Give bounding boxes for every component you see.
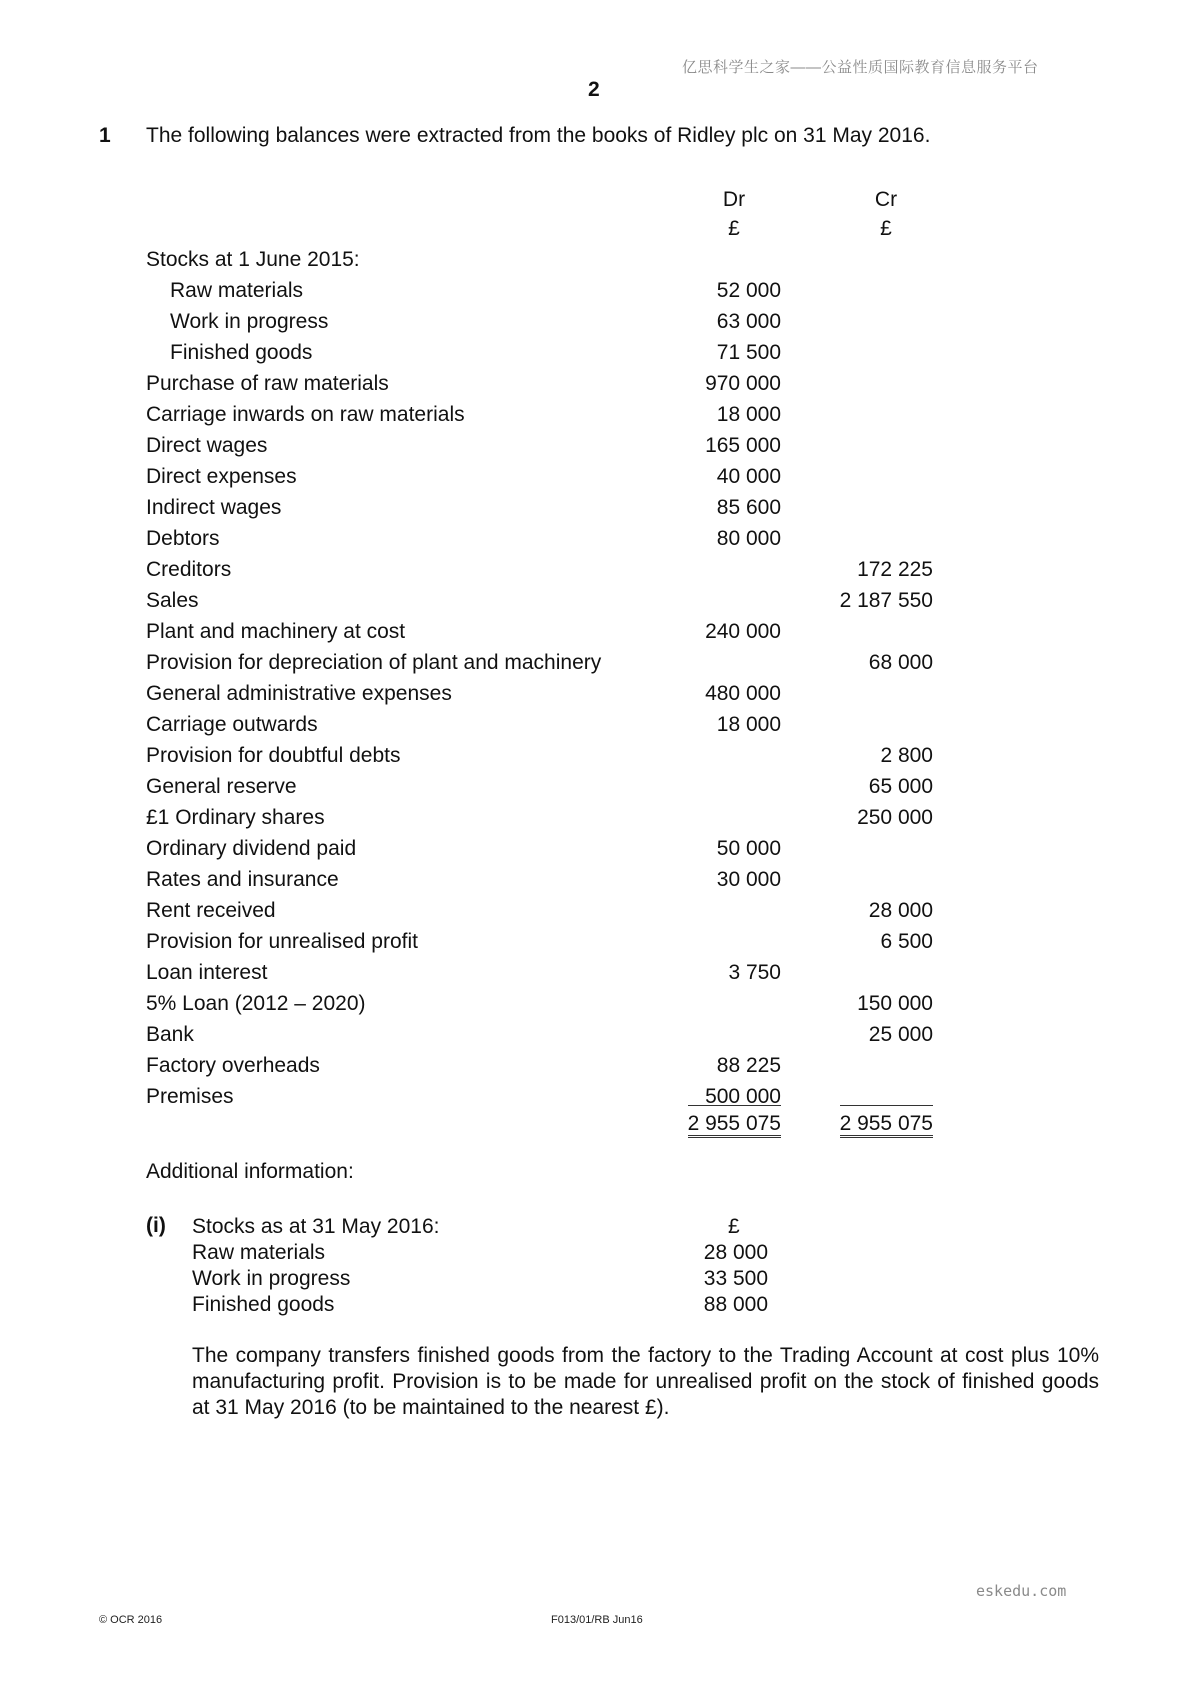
dr-amount: 970 000 [705, 372, 781, 395]
table-row [0, 926, 1191, 957]
account-label: Direct wages [146, 434, 268, 457]
dr-amount: 52 000 [716, 279, 781, 302]
stock-label: Finished goods [192, 1293, 335, 1316]
dr-amount: 71 500 [716, 341, 781, 364]
table-row [0, 678, 1191, 709]
totals-row [0, 1108, 1191, 1139]
question-intro: The following balances were extracted from the books of Ridley plc on 31 May 2016. [146, 124, 931, 147]
dr-amount: 18 000 [716, 713, 781, 736]
account-label: Carriage outwards [146, 713, 318, 736]
account-label: Factory overheads [146, 1054, 320, 1077]
page-number: 2 [588, 78, 600, 101]
dr-amount: 500 000 [705, 1085, 781, 1108]
table-row [0, 864, 1191, 895]
dr-total: 2 955 075 [688, 1112, 781, 1138]
stock-value: 88 000 [703, 1293, 768, 1316]
table-row [0, 337, 1191, 368]
account-label: Plant and machinery at cost [146, 620, 406, 643]
table-row [0, 523, 1191, 554]
cr-total: 2 955 075 [840, 1112, 933, 1138]
question-number: 1 [99, 124, 111, 147]
account-label: Provision for doubtful debts [146, 744, 401, 767]
cr-subtotal-rule [840, 1105, 933, 1106]
account-label: Indirect wages [146, 496, 282, 519]
cr-amount: 150 000 [857, 992, 933, 1015]
table-row [0, 585, 1191, 616]
table-row [0, 306, 1191, 337]
cr-unit: £ [880, 217, 892, 240]
cr-amount: 2 187 550 [839, 589, 933, 612]
table-row [0, 554, 1191, 585]
account-label: Work in progress [170, 310, 329, 333]
table-row [0, 647, 1191, 678]
account-label: Bank [146, 1023, 194, 1046]
table-row [0, 275, 1191, 306]
account-label: Raw materials [170, 279, 304, 302]
stock-value: 33 500 [703, 1267, 768, 1290]
cr-amount: 6 500 [880, 930, 933, 953]
table-row [0, 244, 1191, 275]
dr-subtotal-rule [688, 1105, 781, 1106]
account-label: Carriage inwards on raw materials [146, 403, 465, 426]
table-row [0, 492, 1191, 523]
account-label: Provision for depreciation of plant and machinery [146, 651, 602, 674]
table-row [0, 1019, 1191, 1050]
account-label: Debtors [146, 527, 220, 550]
table-row [0, 399, 1191, 430]
account-label: General reserve [146, 775, 297, 798]
footer-code: F013/01/RB Jun16 [551, 1614, 643, 1626]
account-label: Direct expenses [146, 465, 297, 488]
table-row [0, 461, 1191, 492]
table-row [0, 771, 1191, 802]
account-label: 5% Loan (2012 – 2020) [146, 992, 366, 1015]
transfer-policy-paragraph: The company transfers finished goods from the factory to the Trading Account at cost plus 10% manufacturing profit. Provision is to be made for unrealised profit on the stock of finished goods at 31 May 2016 (to be maintained to the nearest £). [192, 1344, 1099, 1419]
cr-amount: 250 000 [857, 806, 933, 829]
table-row [0, 988, 1191, 1019]
table-row [0, 957, 1191, 988]
table-row [0, 709, 1191, 740]
account-label: Finished goods [170, 341, 313, 364]
table-row [0, 740, 1191, 771]
account-label: Creditors [146, 558, 232, 581]
account-label: General administrative expenses [146, 682, 452, 705]
table-row [0, 1050, 1191, 1081]
account-label: Rates and insurance [146, 868, 339, 891]
account-label: Loan interest [146, 961, 268, 984]
stocks-currency: £ [728, 1215, 740, 1238]
dr-amount: 40 000 [716, 465, 781, 488]
dr-amount: 88 225 [716, 1054, 781, 1077]
table-row [0, 833, 1191, 864]
stock-label: Raw materials [192, 1241, 326, 1264]
cr-amount: 25 000 [868, 1023, 933, 1046]
dr-amount: 50 000 [716, 837, 781, 860]
additional-info-heading: Additional information: [146, 1160, 354, 1183]
account-label: Purchase of raw materials [146, 372, 389, 395]
dr-amount: 480 000 [705, 682, 781, 705]
watermark-text: 亿思科学生之家——公益性质国际教育信息服务平台 [682, 59, 1039, 76]
dr-amount: 165 000 [705, 434, 781, 457]
account-label: £1 Ordinary shares [146, 806, 325, 829]
watermark-bottom: eskedu.com [976, 1582, 1067, 1600]
table-unit-row [0, 213, 1191, 244]
footer-copyright: © OCR 2016 [99, 1614, 163, 1626]
table-row [0, 368, 1191, 399]
cr-amount: 68 000 [868, 651, 933, 674]
dr-amount: 18 000 [716, 403, 781, 426]
item-label: (i) [146, 1214, 166, 1237]
dr-amount: 30 000 [716, 868, 781, 891]
account-label: Rent received [146, 899, 276, 922]
dr-amount: 63 000 [716, 310, 781, 333]
dr-amount: 85 600 [716, 496, 781, 519]
dr-amount: 3 750 [728, 961, 781, 984]
cr-column-header: Cr [874, 188, 898, 211]
dr-amount: 80 000 [716, 527, 781, 550]
cr-amount: 28 000 [868, 899, 933, 922]
dr-unit: £ [728, 217, 740, 240]
table-row [0, 895, 1191, 926]
account-label: Sales [146, 589, 199, 612]
table-row [0, 430, 1191, 461]
table-row [0, 616, 1191, 647]
dr-amount: 240 000 [705, 620, 781, 643]
account-label: Stocks at 1 June 2015: [146, 248, 360, 271]
table-row [0, 802, 1191, 833]
stock-value: 28 000 [703, 1241, 768, 1264]
cr-amount: 65 000 [868, 775, 933, 798]
table-header-row [0, 184, 1191, 215]
stocks-heading: Stocks as at 31 May 2016: [192, 1215, 440, 1238]
account-label: Premises [146, 1085, 234, 1108]
stock-label: Work in progress [192, 1267, 351, 1290]
cr-amount: 172 225 [857, 558, 933, 581]
account-label: Provision for unrealised profit [146, 930, 418, 953]
cr-amount: 2 800 [880, 744, 933, 767]
account-label: Ordinary dividend paid [146, 837, 357, 860]
dr-column-header: Dr [722, 188, 746, 211]
